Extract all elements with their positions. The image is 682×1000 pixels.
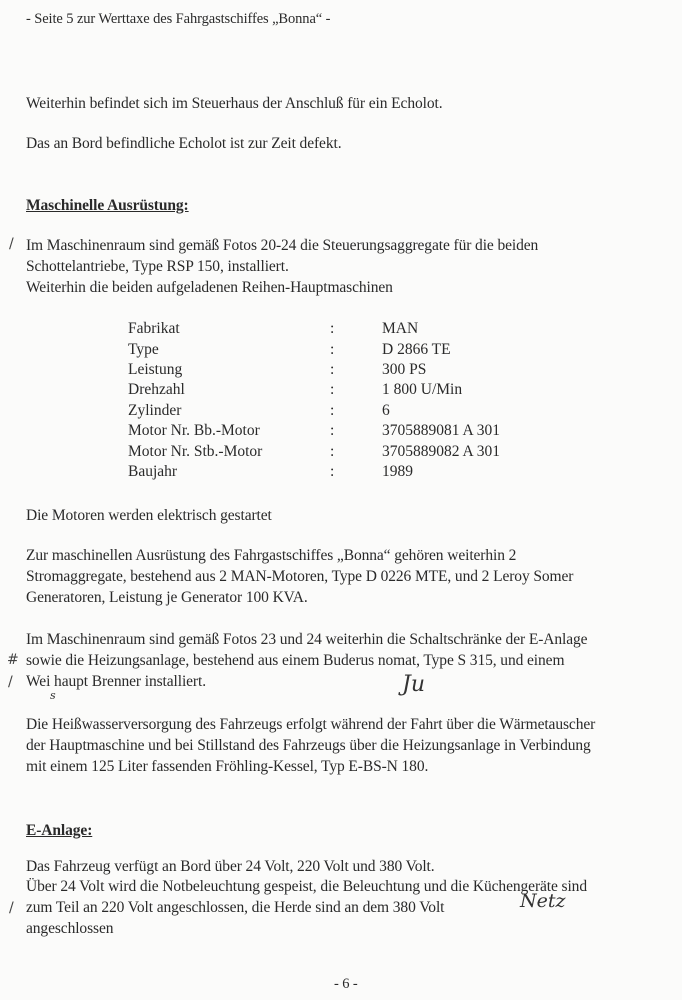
intro-line-1: Im Maschinenraum sind gemäß Fotos 20-24 die Steuerungsaggregate für die beiden [26,237,539,254]
spec-separator: : [330,402,335,419]
intro-line-3: Weiterhin die beiden aufgeladenen Reihen-Hauptmaschinen [26,279,393,296]
spec-value: 6 [382,402,390,419]
spec-value: 3705889082 A 301 [382,443,500,460]
spec-separator: : [330,320,335,337]
paragraph-echolot-defekt: Das an Bord befindliche Echolot ist zur Zeit defekt. [26,135,342,152]
aggregate-line-2: Stromaggregate, bestehend aus 2 MAN-Motoren, Type D 0226 MTE, und 2 Leroy Somer [26,568,574,585]
spec-value: 1989 [382,463,413,480]
e-anlage-line-1: Das Fahrzeug verfügt an Bord über 24 Volt, 220 Volt und 380 Volt. [26,858,435,875]
spec-label: Type [128,341,159,358]
schalt-line-2: sowie die Heizungsanlage, bestehend aus einem Buderus nomat, Type S 315, und einem [26,652,565,669]
spec-label: Motor Nr. Stb.-Motor [128,443,263,460]
heisswasser-line-3: mit einem 125 Liter fassenden Fröhling-Kessel, Typ E-BS-N 180. [26,758,429,775]
e-anlage-line-4: angeschlossen [26,920,114,937]
schalt-line-1: Im Maschinenraum sind gemäß Fotos 23 und 24 weiterhin die Schaltschränke der E-Anlage [26,631,588,648]
spec-value: 300 PS [382,361,427,378]
schalt-line-3: Wei haupt Brenner installiert. [26,673,206,690]
handwritten-s: s [50,689,56,702]
spec-label: Baujahr [128,463,178,480]
paragraph-motoren-start: Die Motoren werden elektrisch gestartet [26,507,272,524]
margin-mark-hash: # [7,652,19,668]
spec-separator: : [330,381,335,398]
margin-mark-slash-3: / [9,900,14,916]
spec-separator: : [330,463,335,480]
intro-line-2: Schottelantriebe, Type RSP 150, installiert. [26,258,289,275]
heading-e-anlage: E-Anlage: [26,822,93,839]
spec-value: MAN [382,320,419,337]
spec-separator: : [330,341,335,358]
heading-maschinelle-ausruestung: Maschinelle Ausrüstung: [26,197,189,214]
handwritten-netz: Netz [520,890,566,912]
page-footer-number: - 6 - [334,976,358,992]
spec-label: Fabrikat [128,320,180,337]
spec-label: Zylinder [128,402,182,419]
spec-label: Motor Nr. Bb.-Motor [128,422,260,439]
paragraph-echolot-anschluss: Weiterhin befindet sich im Steuerhaus der Anschluß für ein Echolot. [26,95,443,112]
spec-label: Leistung [128,361,183,378]
spec-separator: : [330,443,335,460]
aggregate-line-1: Zur maschinellen Ausrüstung des Fahrgastschiffes „Bonna“ gehören weiterhin 2 [26,547,517,564]
heisswasser-line-1: Die Heißwasserversorgung des Fahrzeugs erfolgt während der Fahrt über die Wärmetauscher [26,716,596,733]
page-header: - Seite 5 zur Werttaxe des Fahrgastschiffes „Bonna“ - [26,11,331,27]
heisswasser-line-2: der Hauptmaschine und bei Stillstand des Fahrzeugs über die Heizungsanlage in Verbindung [26,737,591,754]
spec-separator: : [330,422,335,439]
e-anlage-line-3: zum Teil an 220 Volt angeschlossen, die Herde sind an dem 380 Volt [26,899,445,916]
spec-value: 3705889081 A 301 [382,422,500,439]
margin-mark-slash-2: / [8,674,13,690]
e-anlage-line-2: Über 24 Volt wird die Notbeleuchtung gespeist, die Beleuchtung und die Küchengeräte sind [26,878,587,895]
spec-value: 1 800 U/Min [382,381,463,398]
spec-separator: : [330,361,335,378]
handwritten-ju: Ju [402,672,425,697]
spec-value: D 2866 TE [382,341,451,358]
margin-mark-slash-1: / [9,236,14,252]
aggregate-line-3: Generatoren, Leistung je Generator 100 KVA. [26,589,308,606]
spec-label: Drehzahl [128,381,185,398]
